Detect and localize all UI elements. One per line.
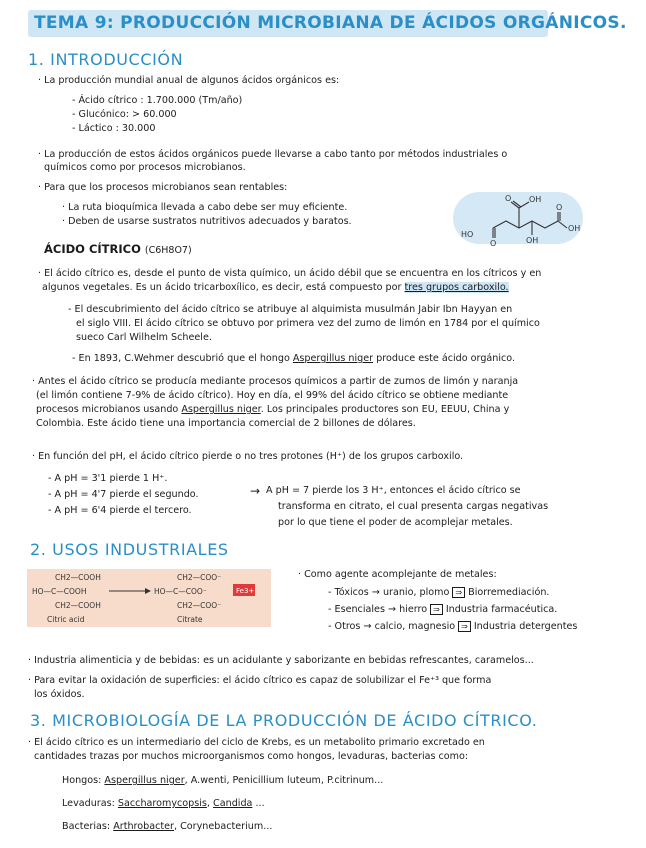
text-line: cantidades trazas por muchos microorganismos como hongos, levaduras, bacterias como: bbox=[34, 751, 469, 762]
subheading-acido-citrico bbox=[44, 242, 192, 256]
species-name: Candida bbox=[213, 798, 253, 809]
text-span: - Esenciales → hierro bbox=[328, 604, 428, 615]
species-name: Aspergillus niger bbox=[104, 775, 185, 786]
section-heading-microbiologia: 3. MICROBIOLOGÍA DE LA PRODUCCIÓN DE ÁCIDO CÍTRICO. bbox=[30, 711, 538, 730]
text-line: · Para que los procesos microbianos sean rentables: bbox=[38, 182, 288, 193]
text-span: . Los principales productores son EU, EEUU, China y bbox=[260, 404, 510, 415]
text-line: transforma en citrato, el cual presenta cargas negativas bbox=[278, 501, 549, 512]
atom-label: O bbox=[505, 194, 512, 203]
text-line: químicos como por procesos microbianos. bbox=[44, 162, 246, 173]
use-item bbox=[328, 620, 577, 634]
text-line: · El ácido cítrico es, desde el punto de vista químico, un ácido débil que se encuentra en los cítricos y en bbox=[38, 268, 542, 279]
list-item: - Ácido cítrico : 1.700.000 (Tm/año) bbox=[72, 95, 243, 106]
organism-label: Bacterias: bbox=[62, 821, 111, 832]
formula-line: CH2—COOH bbox=[55, 573, 101, 582]
formula-line: CH2—COO⁻ bbox=[177, 573, 222, 582]
list-item: - Glucónico: > 60.000 bbox=[72, 109, 177, 120]
box-arrow-icon: ⇒ bbox=[458, 621, 471, 632]
text-line: · La producción mundial anual de algunos ácidos orgánicos es: bbox=[38, 75, 340, 86]
text-line bbox=[72, 352, 515, 366]
list-item: · Deben de usarse sustratos nutritivos adecuados y baratos. bbox=[62, 216, 352, 227]
text-line: · Industria alimenticia y de bebidas: es un acidulante y saborizante en bebidas refrescantes, caramelos... bbox=[28, 655, 534, 666]
atom-label: O bbox=[556, 203, 563, 212]
text-line: · El ácido cítrico es un intermediario del ciclo de Krebs, es un metabolito primario excretado en bbox=[28, 737, 485, 748]
page-title: TEMA 9: PRODUCCIÓN MICROBIANA DE ÁCIDOS ORGÁNICOS. bbox=[34, 13, 627, 33]
subheading-text: ÁCIDO CÍTRICO bbox=[44, 242, 141, 256]
text-span: Industria farmacéutica. bbox=[445, 604, 558, 615]
text-line bbox=[42, 281, 509, 295]
organism-label: Hongos: bbox=[62, 775, 102, 786]
atom-label: OH bbox=[529, 195, 542, 204]
text-span: produce este ácido orgánico. bbox=[373, 353, 516, 364]
chemical-formula: (C6H8O7) bbox=[144, 245, 192, 256]
metal-ion: Fe3+ bbox=[236, 587, 255, 595]
arrow-icon: → bbox=[250, 484, 261, 498]
text-line: · En función del pH, el ácido cítrico pierde o no tres protones (H⁺) de los grupos carboxilo. bbox=[32, 451, 464, 462]
text-span: - Otros → calcio, magnesio bbox=[328, 621, 456, 632]
box-arrow-icon: ⇒ bbox=[430, 604, 443, 615]
list-item: - Láctico : 30.000 bbox=[72, 123, 156, 134]
section-heading-usos: 2. USOS INDUSTRIALES bbox=[30, 540, 229, 559]
text-span: procesos microbianos usando bbox=[36, 404, 182, 415]
caption: Citrate bbox=[177, 615, 203, 624]
atom-label: OH bbox=[526, 236, 539, 245]
text-line: el siglo VIII. El ácido cítrico se obtuvo por primera vez del zumo de limón en 1784 por el químico bbox=[76, 318, 540, 329]
atom-label: O bbox=[490, 239, 497, 248]
citrate-diagram-svg bbox=[27, 569, 271, 627]
text-span: , bbox=[206, 798, 214, 809]
atom-label: HO bbox=[461, 230, 474, 239]
box-arrow-icon: ⇒ bbox=[452, 587, 465, 598]
species-name: Aspergillus niger bbox=[292, 353, 374, 364]
text-line: A pH = 7 pierde los 3 H⁺, entonces el ácido cítrico se bbox=[266, 485, 521, 496]
species-name: Arthrobacter bbox=[113, 821, 174, 832]
formula-line: CH2—COO⁻ bbox=[177, 601, 222, 610]
text-line: por lo que tiene el poder de acomplejar metales. bbox=[278, 517, 513, 528]
ph-item: - A pH = 6'4 pierde el tercero. bbox=[48, 505, 192, 516]
text-span: - En 1893, C.Wehmer descubrió que el hongo bbox=[72, 353, 293, 364]
organism-line bbox=[62, 797, 265, 811]
organism-line bbox=[62, 820, 272, 834]
text-line: · Como agente acomplejante de metales: bbox=[298, 569, 497, 580]
text-line: - El descubrimiento del ácido cítrico se atribuye al alquimista musulmán Jabir Ibn Hayyan en bbox=[68, 304, 513, 315]
text-span: , A.wenti, Penicillium luteum, P.citrinum... bbox=[184, 775, 384, 786]
section-heading-introduccion: 1. INTRODUCCIÓN bbox=[28, 50, 184, 69]
highlighted-text: tres grupos carboxilo. bbox=[404, 282, 509, 293]
formula-line: CH2—COOH bbox=[55, 601, 101, 610]
text-line: Colombia. Este ácido tiene una importancia comercial de 2 billones de dólares. bbox=[36, 418, 416, 429]
formula-line: HO—C—COOH bbox=[32, 587, 87, 596]
organism-label: Levaduras: bbox=[62, 798, 115, 809]
use-item bbox=[328, 586, 549, 600]
text-span: - Tóxicos → uranio, plomo bbox=[328, 587, 450, 598]
text-line bbox=[36, 403, 509, 417]
species-name: Aspergillus niger bbox=[181, 404, 261, 415]
formula-line: HO—C—COO⁻ bbox=[154, 587, 207, 596]
text-line: · La producción de estos ácidos orgánicos puede llevarse a cabo tanto por métodos industriales o bbox=[38, 149, 508, 160]
text-line: · Antes el ácido cítrico se producía mediante procesos químicos a partir de zumos de limón y naranja bbox=[32, 376, 519, 387]
text-span: Biorremediación. bbox=[468, 587, 550, 598]
organism-line bbox=[62, 774, 383, 788]
text-line: · Para evitar la oxidación de superficies: el ácido cítrico es capaz de solubilizar el Fe⁺³ que forma bbox=[28, 675, 492, 686]
species-name: Saccharomycopsis bbox=[117, 798, 207, 809]
citric-acid-structure-icon bbox=[453, 192, 583, 248]
use-item bbox=[328, 603, 557, 617]
text-span: Industria detergentes bbox=[473, 621, 578, 632]
text-line: (el limón contiene 7-9% de ácido cítrico). Hoy en día, el 99% del ácido cítrico se obtiene mediante bbox=[36, 390, 509, 401]
text-line: sueco Carl Wilhelm Scheele. bbox=[76, 332, 212, 343]
text-span: algunos vegetales. Es un ácido tricarboxílico, es decir, está compuesto por bbox=[42, 282, 405, 293]
text-line: los óxidos. bbox=[34, 689, 85, 700]
list-item: · La ruta bioquímica llevada a cabo debe ser muy eficiente. bbox=[62, 202, 348, 213]
ph-item: - A pH = 4'7 pierde el segundo. bbox=[48, 489, 199, 500]
ph-item: - A pH = 3'1 pierde 1 H⁺. bbox=[48, 473, 168, 484]
caption: Citric acid bbox=[47, 615, 85, 624]
atom-label: OH bbox=[568, 224, 581, 233]
text-span: ... bbox=[252, 798, 265, 809]
text-span: , Corynebacterium... bbox=[174, 821, 273, 832]
